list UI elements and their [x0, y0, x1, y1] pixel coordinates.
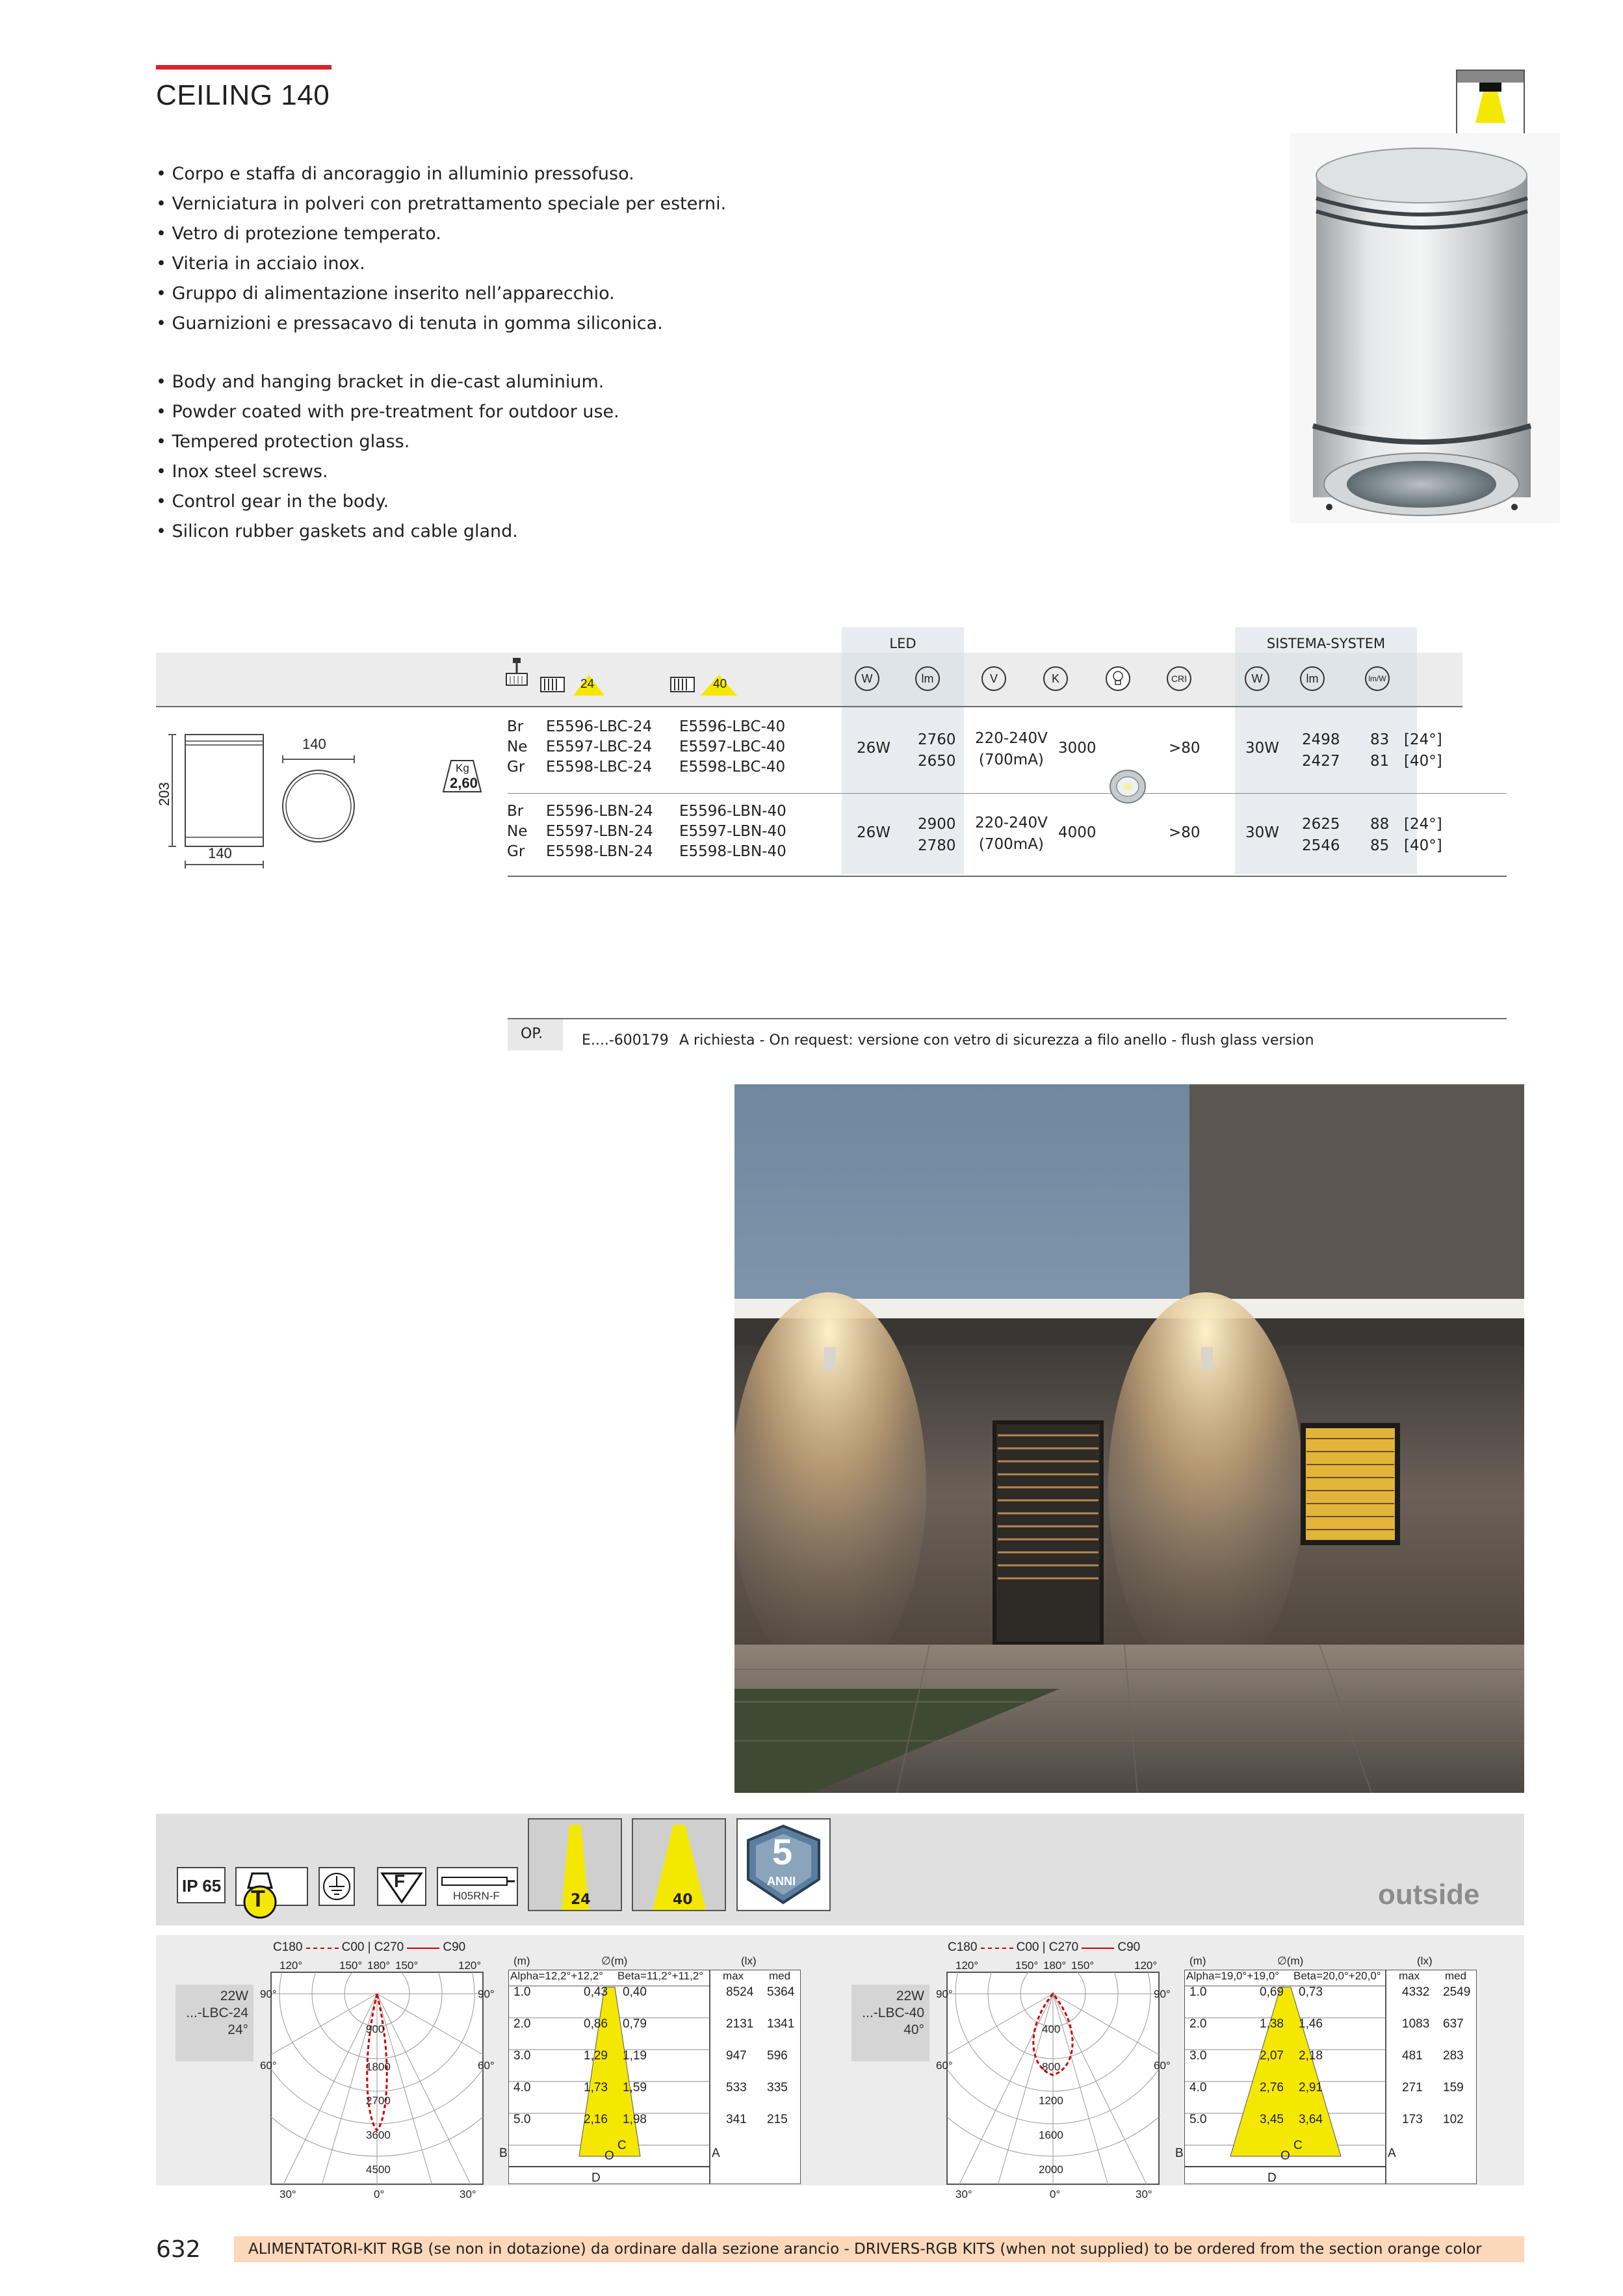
- kelvin-icon: K: [1043, 666, 1068, 691]
- table-row-beta: 1,46: [1299, 2017, 1323, 2031]
- feature-en: • Body and hanging bracket in die-cast aluminium.: [156, 372, 604, 392]
- feature-en: • Inox steel screws.: [156, 462, 328, 482]
- beta-angle: Beta=11,2°+11,2°: [617, 1970, 704, 1982]
- color-temperature: 4000: [1058, 824, 1097, 841]
- table-row-distance: 1.0: [513, 1985, 531, 1999]
- volt-icon: V: [981, 666, 1006, 691]
- illuminance-unit: (lx): [741, 1955, 757, 1967]
- polar-ring-value: 4500: [366, 2163, 391, 2176]
- polar-angle: 30°: [1136, 2188, 1152, 2200]
- table-row-max: 271: [1402, 2081, 1423, 2094]
- footer-note: ALIMENTATORI-KIT RGB (se non in dotazione) da ordinare dalla sezione arancio - DRIVERS-RGB KITS (when not supplied) to be ordered from the section orange color: [234, 2236, 1524, 2262]
- beta-angle: Beta=20,0°+20,0°: [1293, 1970, 1381, 1982]
- beam-angle: [24°] [40°]: [1404, 731, 1442, 770]
- cone-letter: B: [1175, 2146, 1184, 2160]
- options-rule: [508, 1018, 1507, 1019]
- polar-legend: C180 C00 | C270 C90: [948, 1940, 1141, 1954]
- led-watt: 26W: [857, 824, 891, 841]
- row-divider: [508, 793, 1507, 794]
- polar-ring-value: 3600: [366, 2129, 391, 2141]
- beam-40-label: 40: [713, 677, 727, 691]
- cone-letter: O: [1280, 2149, 1290, 2163]
- polar-diagram-40: [946, 1971, 1160, 2188]
- polar-ring-value: 1600: [1039, 2129, 1063, 2141]
- t-mark-letter: T: [251, 1885, 265, 1912]
- table-row-med: 215: [767, 2113, 788, 2126]
- polar-ring-value: 1800: [366, 2061, 391, 2073]
- lumen-icon: lm: [915, 666, 940, 691]
- table-row-distance: 3.0: [1189, 2049, 1207, 2063]
- feature-it: • Viteria in acciaio inox.: [156, 254, 365, 274]
- feature-it: • Vetro di protezione temperato.: [156, 224, 441, 244]
- brand-logo: outside: [1378, 1879, 1480, 1911]
- table-row-max: 481: [1402, 2049, 1423, 2063]
- polar-ring-value: 1200: [1039, 2094, 1063, 2107]
- table-row-max: 947: [726, 2049, 747, 2063]
- table-row-codes-24: E5596-LBC-24 E5597-LBC-24 E5598-LBC-24: [546, 718, 653, 776]
- led-lumen: 2900 2780: [918, 816, 956, 854]
- polar-ring-value: 2000: [1039, 2163, 1063, 2176]
- table-row-alpha: 2,07: [1260, 2049, 1284, 2063]
- efficacy: 83 81: [1370, 731, 1390, 770]
- table-row-alpha: 1,29: [584, 2049, 608, 2063]
- table-row-distance: 5.0: [1189, 2113, 1207, 2126]
- beam-24-value: 24: [571, 1892, 591, 1908]
- polar-angle: 90°: [936, 1988, 953, 2000]
- width-dimension: 140: [208, 845, 232, 861]
- page-title: CEILING 140: [156, 79, 330, 111]
- t-mark-icon: [235, 1867, 308, 1906]
- polar-angle: 30°: [279, 2188, 296, 2200]
- title-accent-rule: [156, 65, 331, 70]
- certification-strip: [156, 1814, 1524, 1925]
- installation-photo: [734, 1084, 1524, 1793]
- table-row-alpha: 0,86: [584, 2017, 608, 2031]
- feature-en: • Control gear in the body.: [156, 491, 389, 512]
- weight-value: 2,60: [450, 775, 478, 791]
- table-row-distance: 4.0: [513, 2081, 531, 2094]
- table-row-max: 341: [726, 2113, 747, 2126]
- med-header: med: [769, 1970, 791, 1982]
- lux-table-24: [710, 1970, 801, 2184]
- max-header: max: [1399, 1970, 1420, 1982]
- polar-angle: 60°: [936, 2059, 953, 2072]
- max-header: max: [723, 1970, 744, 1982]
- photometric-label-text: 22W ...-LBC-40 40°: [862, 1989, 924, 2037]
- table-row-beta: 1,98: [623, 2113, 647, 2126]
- table-row-med: 2549: [1443, 1985, 1471, 1999]
- page-number: 632: [156, 2236, 201, 2263]
- table-row-alpha: 0,69: [1260, 1985, 1284, 1999]
- options-label: OP.: [508, 1019, 563, 1050]
- table-row-distance: 2.0: [1189, 2017, 1207, 2031]
- beam-40-value: 40: [673, 1892, 693, 1908]
- polar-angle: 0°: [374, 2188, 385, 2200]
- polar-angle: 60°: [1154, 2059, 1171, 2072]
- polar-legend: C180 C00 | C270 C90: [273, 1940, 466, 1954]
- table-row-finishes: Br Ne Gr: [507, 718, 528, 776]
- table-row-distance: 1.0: [1189, 1985, 1207, 1999]
- system-watt-icon: W: [1245, 666, 1269, 691]
- feature-it: • Corpo e staffa di ancoraggio in alluminio pressofuso.: [156, 164, 634, 184]
- polar-angle: 60°: [478, 2059, 495, 2072]
- table-row-alpha: 1,38: [1260, 2017, 1284, 2031]
- table-row-max: 8524: [726, 1985, 754, 1999]
- table-row-max: 1083: [1402, 2017, 1430, 2031]
- cri-value: >80: [1169, 740, 1201, 757]
- table-row-max: 2131: [726, 2017, 754, 2031]
- led-lumen: 2760 2650: [918, 731, 956, 770]
- cone-letter: O: [604, 2149, 614, 2163]
- table-row-codes-40: E5596-LBN-40 E5597-LBN-40 E5598-LBN-40: [679, 803, 786, 860]
- table-row-med: 1341: [767, 2017, 795, 2031]
- diameter-dimension: 140: [302, 736, 326, 752]
- efficacy: 88 85: [1370, 816, 1390, 854]
- system-watt: 30W: [1245, 824, 1280, 841]
- table-row-med: 283: [1443, 2049, 1464, 2063]
- warranty-years: 5: [772, 1831, 793, 1872]
- dimension-drawing: [159, 722, 380, 887]
- polar-diagram-24: [270, 1971, 484, 2188]
- med-header: med: [1445, 1970, 1467, 1982]
- efficacy-icon: lm/W: [1365, 666, 1390, 691]
- table-row-beta: 1,19: [623, 2049, 647, 2063]
- voltage: 220-240V (700mA): [975, 815, 1048, 853]
- polar-angle: 30°: [955, 2188, 972, 2200]
- cri-value: >80: [1169, 824, 1201, 841]
- beam-24-label: 24: [580, 677, 595, 691]
- watt-icon: W: [855, 666, 879, 691]
- table-row-med: 596: [767, 2049, 788, 2063]
- system-lumen-icon: lm: [1300, 666, 1325, 691]
- cone-letter: B: [499, 2146, 508, 2160]
- feature-en: • Tempered protection glass.: [156, 432, 410, 452]
- diameter-unit: ∅(m): [1277, 1955, 1304, 1967]
- alpha-angle: Alpha=19,0°+19,0°: [1186, 1970, 1280, 1982]
- illuminance-unit: (lx): [1417, 1955, 1433, 1967]
- table-row-alpha: 2,76: [1260, 2081, 1284, 2094]
- cone-letter: A: [712, 2146, 720, 2160]
- color-temperature: 3000: [1058, 740, 1097, 757]
- table-row-max: 533: [726, 2081, 747, 2094]
- table-row-codes-40: E5596-LBC-40 E5597-LBC-40 E5598-LBC-40: [679, 718, 786, 776]
- table-row-alpha: 1,73: [584, 2081, 608, 2094]
- downlight-beam-icon: [1456, 70, 1525, 138]
- table-row-max: 4332: [1402, 1985, 1430, 1999]
- product-photo: [1290, 133, 1560, 523]
- distance-unit: (m): [513, 1955, 530, 1967]
- polar-ring-value: 400: [1042, 2023, 1061, 2035]
- cone-letter: D: [1267, 2171, 1277, 2185]
- cone-letter: D: [591, 2171, 601, 2185]
- feature-en: • Silicon rubber gaskets and cable gland.: [156, 521, 518, 541]
- table-row-distance: 3.0: [513, 2049, 531, 2063]
- polar-angle: 90°: [478, 1988, 495, 2000]
- features-english: [156, 367, 619, 547]
- table-row-beta: 2,18: [1299, 2049, 1323, 2063]
- table-row-codes-24: E5596-LBN-24 E5597-LBN-24 E5598-LBN-24: [546, 803, 653, 860]
- table-row-beta: 0,40: [623, 1985, 647, 1999]
- table-row-alpha: 2,16: [584, 2113, 608, 2126]
- beam-40-header: [669, 673, 747, 699]
- table-row-alpha: 3,45: [1260, 2113, 1284, 2126]
- system-lumen: 2625 2546: [1302, 816, 1340, 854]
- led-module-icon: [1108, 767, 1147, 809]
- system-group-label: SISTEMA-SYSTEM: [1266, 636, 1386, 651]
- cone-letter: C: [1293, 2139, 1303, 2152]
- table-row-beta: 2,91: [1299, 2081, 1323, 2094]
- height-dimension: 203: [156, 782, 172, 806]
- beam-angle: [24°] [40°]: [1404, 816, 1442, 854]
- cable-type: H05RN-F: [453, 1890, 500, 1902]
- table-bottom-rule: [508, 876, 1507, 877]
- suspension-icon: [504, 657, 530, 692]
- warranty-text: ANNI: [767, 1875, 796, 1888]
- lux-table-40: [1386, 1970, 1477, 2184]
- table-row-beta: 0,73: [1299, 1985, 1323, 1999]
- system-watt: 30W: [1245, 740, 1280, 757]
- table-row-beta: 1,59: [623, 2081, 647, 2094]
- table-row-med: 159: [1443, 2081, 1464, 2094]
- table-row-med: 102: [1443, 2113, 1464, 2126]
- table-row-beta: 0,79: [623, 2017, 647, 2031]
- table-row-max: 173: [1402, 2113, 1423, 2126]
- polar-ring-value: 800: [1042, 2061, 1061, 2073]
- feature-en: • Powder coated with pre-treatment for outdoor use.: [156, 402, 619, 422]
- alpha-angle: Alpha=12,2°+12,2°: [510, 1970, 604, 1982]
- feature-it: • Guarnizioni e pressacavo di tenuta in gomma siliconica.: [156, 313, 663, 333]
- f-mark-letter: F: [394, 1871, 406, 1891]
- polar-angle: 0°: [1050, 2188, 1061, 2200]
- polar-ring-value: 900: [366, 2023, 385, 2035]
- option-code: E....-600179: [582, 1032, 669, 1049]
- table-row-distance: 2.0: [513, 2017, 531, 2031]
- polar-angle: 60°: [260, 2059, 277, 2072]
- photometric-label-text: 22W ...-LBC-24 24°: [186, 1989, 248, 2037]
- header-divider: [156, 706, 1462, 707]
- features-italian: [156, 159, 726, 339]
- cone-letter: C: [617, 2139, 627, 2152]
- table-row-med: 637: [1443, 2017, 1464, 2031]
- led-watt: 26W: [857, 740, 891, 757]
- beam-24-header: [539, 673, 617, 699]
- led-group-label: LED: [889, 636, 916, 651]
- diameter-unit: ∅(m): [601, 1955, 628, 1967]
- cone-letter: A: [1388, 2146, 1396, 2160]
- system-lumen: 2498 2427: [1302, 731, 1340, 770]
- feature-it: • Gruppo di alimentazione inserito nell’apparecchio.: [156, 283, 615, 304]
- table-row-alpha: 0,43: [584, 1985, 608, 1999]
- polar-ring-value: 2700: [366, 2094, 391, 2107]
- table-row-finishes: Br Ne Gr: [507, 803, 528, 860]
- table-row-distance: 5.0: [513, 2113, 531, 2126]
- table-row-beta: 3,64: [1299, 2113, 1323, 2126]
- option-description: A richiesta - On request: versione con vetro di sicurezza a filo anello - flush glass version: [679, 1032, 1314, 1049]
- ip-rating: IP 65: [177, 1867, 226, 1903]
- cri-icon: CRI: [1167, 666, 1191, 691]
- voltage: 220-240V (700mA): [975, 730, 1048, 768]
- polar-angle: 30°: [460, 2188, 476, 2200]
- table-row-med: 335: [767, 2081, 788, 2094]
- distance-unit: (m): [1189, 1955, 1206, 1967]
- bulb-icon: [1105, 664, 1131, 696]
- polar-angle: 90°: [260, 1988, 277, 2000]
- weight-unit: Kg: [456, 762, 469, 774]
- table-row-med: 5364: [767, 1985, 795, 1999]
- table-row-distance: 4.0: [1189, 2081, 1207, 2094]
- ground-icon: [318, 1867, 355, 1906]
- polar-angle: 90°: [1154, 1988, 1171, 2000]
- feature-it: • Verniciatura in polveri con pretrattamento speciale per esterni.: [156, 194, 727, 214]
